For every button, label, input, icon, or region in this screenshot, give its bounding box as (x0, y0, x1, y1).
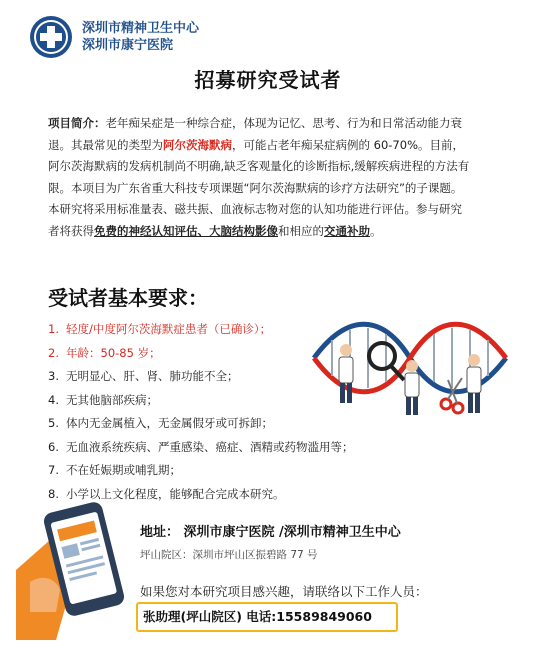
requirement-item (48, 365, 354, 389)
requirement-item (48, 389, 354, 413)
requirement-text: 小学以上文化程度，能够配合完成本研究。 (66, 486, 285, 501)
requirement-num: 2. (48, 345, 59, 360)
requirement-num: 1. (48, 322, 59, 336)
requirement-num: 3. (48, 369, 59, 383)
hospital-logo-icon (30, 16, 72, 58)
address-label: 地址： 深圳市康宁医院 /深圳市精神卫生中心 (140, 525, 401, 540)
contact-note: 如果您对本研究项目感兴趣，请联络以下工作人员： (140, 584, 428, 599)
intro-label: 项目简介： (48, 116, 106, 130)
requirement-text: 体内无金属植入，无金属假牙或可拆卸； (66, 416, 273, 430)
requirement-text: 无明显心、肝、肾、肺功能不全； (66, 369, 239, 383)
requirement-num: 5. (48, 416, 59, 430)
address-detail: 坪山院区：深圳市坪山区振碧路 77 号 (140, 549, 318, 561)
requirement-text: 年龄：50-85 岁； (66, 345, 161, 360)
intro-benefit-1: 免费的神经认知评估、大脑结构影像 (94, 223, 278, 238)
requirement-num: 6. (48, 439, 59, 454)
requirement-item (48, 342, 354, 366)
intro-benefit-2: 交通补助 (324, 223, 370, 238)
requirement-item (48, 436, 354, 460)
organization-names (82, 20, 199, 54)
org-name-2: 深圳市康宁医院 (82, 38, 174, 53)
requirements-list (48, 318, 354, 506)
dna-scientists-illustration-icon (312, 308, 508, 418)
requirement-item (48, 459, 354, 483)
requirement-text: 不在妊娠期或哺乳期； (66, 463, 181, 477)
org-name-1: 深圳市精神卫生中心 (82, 21, 200, 36)
requirement-num: 4. (48, 392, 59, 407)
contact-box: 张助理(坪山院区) 电话:15589849060 (136, 602, 398, 632)
requirement-item (48, 412, 354, 436)
requirement-text: 无其他脑部疾病； (66, 392, 158, 407)
header (30, 16, 199, 58)
intro-text-1: 老年痴呆症是一种综合症，体现为记忆、思考、行为和日常活动能力衰退。其最常见的类型为 (48, 116, 462, 152)
smartphone-hand-illustration-icon (16, 500, 128, 640)
intro-text-2: ，可能占老年痴呆症病例的 60-70%。目前，阿尔茨海默病的发病机制尚不明确,缺乏客观量化的诊断指标,缓解疾病进程的方法有限。本项目为广东省重大科技专项课题“阿尔茨海默病的诊疗方法研究”的子课题。本研究将采用标准量表、磁共振、血液标志物对您的认知功能进行评估。参与研究者将获得 (48, 137, 470, 238)
requirement-item (48, 318, 354, 342)
requirement-num: 8. (48, 486, 59, 501)
intro-text-4: 。 (370, 223, 382, 238)
project-intro (48, 113, 473, 242)
intro-disease: 阿尔茨海默病 (163, 137, 232, 152)
page-title: 招募研究受试者 (194, 68, 342, 92)
intro-text-3: 和相应的 (278, 223, 324, 238)
requirements-title: 受试者基本要求： (48, 286, 208, 310)
requirement-text: 无血液系统疾病、严重感染、癌症、酒精或药物滥用等； (66, 439, 354, 454)
requirement-text: 轻度/中度阿尔茨海默症患者（已确诊）； (66, 322, 272, 336)
requirement-num: 7. (48, 463, 59, 477)
